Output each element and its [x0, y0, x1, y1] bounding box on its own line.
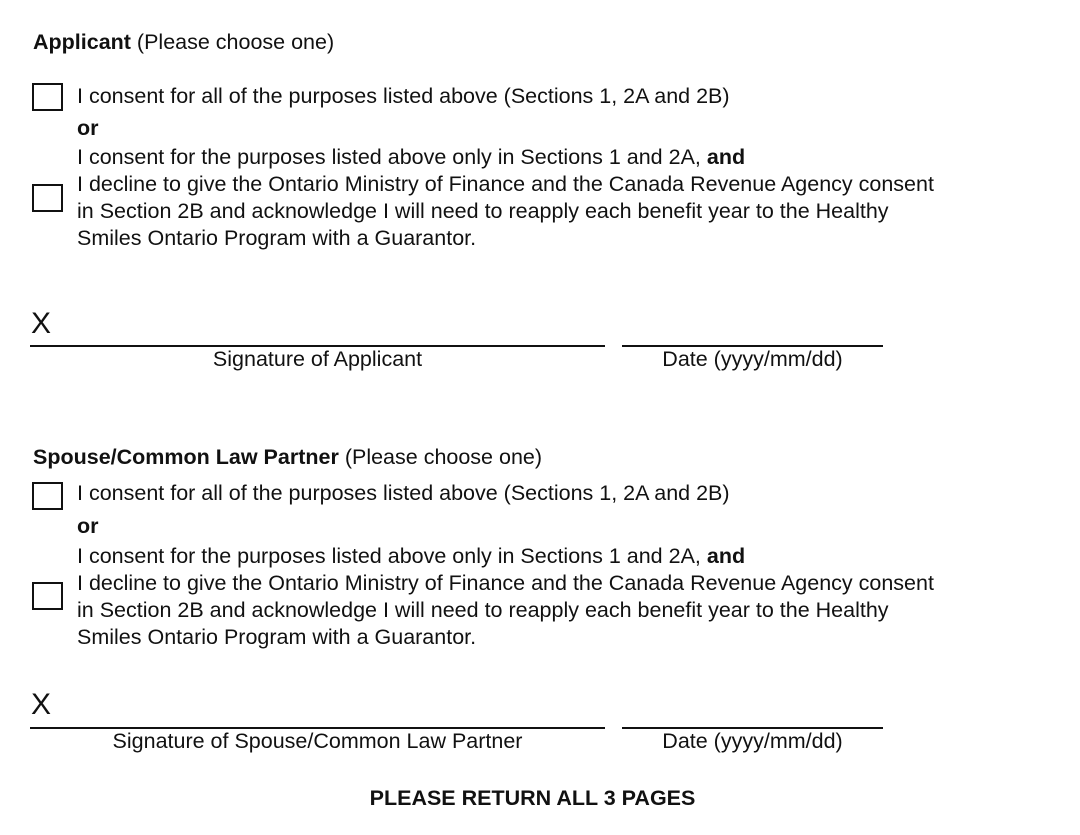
spouse-partial-line-4: Smiles Ontario Program with a Guarantor.: [77, 625, 477, 649]
spouse-consent-partial-checkbox[interactable]: [32, 582, 63, 610]
spouse-partial-line-1: [77, 543, 934, 570]
applicant-date-label: Date (yyyy/mm/dd): [662, 347, 843, 371]
applicant-partial-line-1-text: I consent for the purposes listed above only in Sections 1 and 2A,: [77, 145, 707, 169]
spouse-partial-line-3: in Section 2B and acknowledge I will need to reapply each benefit year to the Healthy: [77, 598, 889, 622]
applicant-partial-line-1: [77, 144, 934, 171]
spouse-consent-all-label: I consent for all of the purposes listed above (Sections 1, 2A and 2B): [77, 481, 730, 505]
spouse-heading-rest: (Please choose one): [338, 445, 543, 469]
applicant-signature-label: Signature of Applicant: [212, 347, 423, 371]
applicant-consent-partial-label: [77, 144, 934, 252]
spouse-or-label: or: [77, 514, 99, 538]
spouse-partial-line-1-bold: and: [706, 544, 746, 568]
return-pages-notice: PLEASE RETURN ALL 3 PAGES: [369, 786, 696, 810]
applicant-heading-rest: (Please choose one): [130, 30, 335, 54]
applicant-partial-line-2: I decline to give the Ontario Ministry of Finance and the Canada Revenue Agency consent: [77, 172, 934, 196]
spouse-heading-bold: Spouse/Common Law Partner: [33, 445, 339, 469]
spouse-x-mark: X: [31, 688, 52, 721]
spouse-date-label: Date (yyyy/mm/dd): [662, 729, 843, 753]
applicant-partial-line-4: Smiles Ontario Program with a Guarantor.: [77, 226, 477, 250]
spouse-heading: [33, 444, 542, 470]
applicant-x-mark: X: [31, 307, 52, 340]
spouse-partial-line-1-text: I consent for the purposes listed above only in Sections 1 and 2A,: [77, 544, 707, 568]
applicant-or-label: or: [77, 116, 99, 140]
spouse-consent-partial-label: [77, 543, 934, 651]
applicant-consent-all-label: I consent for all of the purposes listed above (Sections 1, 2A and 2B): [77, 84, 730, 108]
applicant-partial-line-3: in Section 2B and acknowledge I will need to reapply each benefit year to the Healthy: [77, 199, 889, 223]
applicant-consent-partial-checkbox[interactable]: [32, 184, 63, 212]
spouse-consent-all-checkbox[interactable]: [32, 482, 63, 510]
spouse-signature-label: Signature of Spouse/Common Law Partner: [112, 729, 523, 753]
spouse-partial-line-2: I decline to give the Ontario Ministry of Finance and the Canada Revenue Agency consent: [77, 571, 934, 595]
applicant-consent-all-checkbox[interactable]: [32, 83, 63, 111]
applicant-partial-line-1-bold: and: [706, 145, 746, 169]
applicant-heading-bold: Applicant: [33, 30, 131, 54]
applicant-heading: [33, 29, 334, 55]
